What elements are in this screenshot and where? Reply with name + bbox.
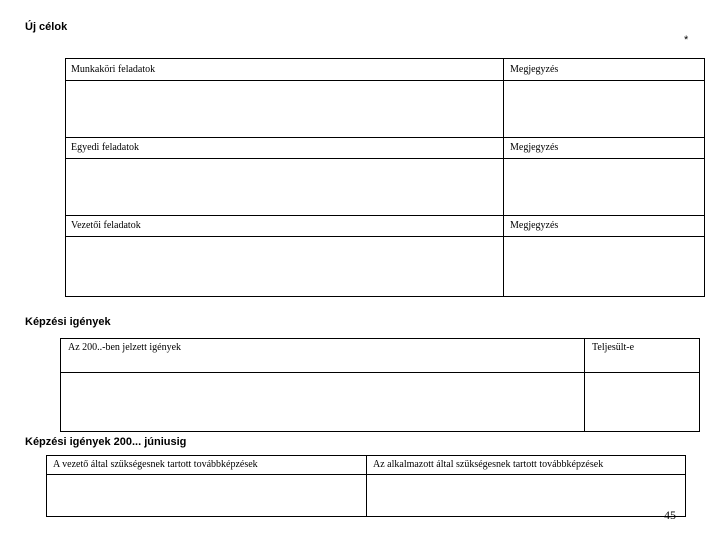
- goals-row-2-header-line: [65, 158, 705, 159]
- goals-row-3-line: [65, 215, 705, 216]
- goals-table-divider: [503, 58, 504, 297]
- individual-tasks-note-label: Megjegyzés: [510, 142, 559, 153]
- page-title: Új célok: [25, 21, 68, 33]
- reported-needs-label: Az 200..-ben jelzett igények: [68, 342, 182, 353]
- individual-tasks-label: Egyedi feladatok: [71, 142, 140, 153]
- training-june-title: Képzési igények 200... júniusig: [25, 436, 187, 448]
- fulfilled-label: Teljesült-e: [592, 342, 635, 353]
- goals-row-2-line: [65, 137, 705, 138]
- page-number: 45: [664, 508, 676, 522]
- training-needs-divider: [584, 338, 585, 432]
- job-tasks-label: Munkaköri feladatok: [71, 64, 156, 75]
- leadership-tasks-label: Vezetői feladatok: [71, 220, 141, 231]
- training-june-header-line: [46, 474, 686, 475]
- goals-row-1-header-line: [65, 80, 705, 81]
- leadership-tasks-note-label: Megjegyzés: [510, 220, 559, 231]
- asterisk-mark: *: [684, 34, 689, 46]
- training-june-divider: [366, 455, 367, 517]
- manager-trainings-label: A vezető által szükségesnek tartott továbbképzések: [53, 459, 258, 470]
- job-tasks-note-label: Megjegyzés: [510, 64, 559, 75]
- goals-row-3-header-line: [65, 236, 705, 237]
- training-needs-title: Képzési igények: [25, 316, 111, 328]
- employee-trainings-label: Az alkalmazott által szükségesnek tartott továbbképzések: [373, 459, 604, 470]
- training-needs-header-line: [60, 372, 700, 373]
- goals-table: [65, 58, 705, 297]
